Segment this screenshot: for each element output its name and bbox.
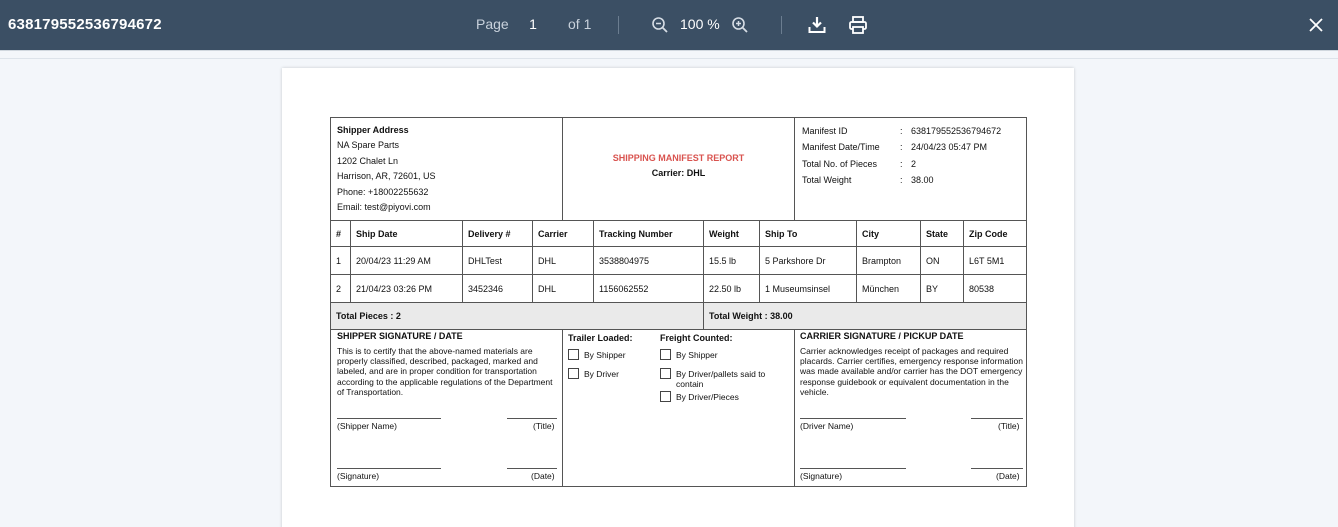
- freight-by-driver-pallets-checkbox[interactable]: [660, 368, 671, 379]
- page-label: Page: [476, 16, 509, 32]
- download-icon[interactable]: [805, 13, 829, 37]
- totals-row: [331, 303, 1026, 330]
- toolbar-divider: [781, 16, 782, 34]
- freight-by-driver-pieces-checkbox[interactable]: [660, 391, 671, 402]
- document-title: 638179552536794672: [8, 16, 162, 33]
- zoom-in-icon[interactable]: [728, 13, 752, 37]
- trailer-loaded-title: Trailer Loaded:: [568, 333, 633, 343]
- shipper-name-label: (Shipper Name): [337, 421, 397, 431]
- viewer-toolbar: [0, 0, 1338, 50]
- total-weight: Total Weight : 38.00: [709, 311, 793, 321]
- table-header-row: # Ship Date Delivery # Carrier Tracking Number Weight Ship To City State Zip Code: [331, 221, 1026, 247]
- document-viewer[interactable]: [0, 50, 1338, 527]
- carrier-name: Carrier: DHL: [651, 168, 706, 178]
- signature-section: SHIPPER SIGNATURE / DATE This is to certify that the above-named materials are properly classified, described, packaged, marked and labeled, and are in proper condition for transportation according to the applicable regulations of the Department of Transportation. (Shipper Name) (Title) (Signature) (Date) Trailer Loaded: By Shipper By Driver Freight Counted: By Shipper By Driver/pallets said to contain By Driver/Pieces CARRIER SIGNATURE / PICKUP DATE Carrier acknowledges receipt of packages and required placards. Carrier certifies, emergency response information was made available and/or carrier has the DOT emergency response guidebook or equivalent documentation in the vehicle. (Driver Name) (Title) (Signature) (Date): [331, 330, 1026, 486]
- carrier-signature-title: CARRIER SIGNATURE / PICKUP DATE: [800, 331, 964, 341]
- shipper-date-label: (Date): [531, 471, 555, 481]
- zoom-level[interactable]: 100 %: [680, 16, 720, 32]
- shipper-certification-text: This is to certify that the above-named materials are properly classified, described, packaged, marked and labeled, and are in proper condition for transportation according to the applicable regulations of the Department of Transportation.: [337, 346, 553, 397]
- manifest-header: Shipper Address NA Spare Parts 1202 Chalet Ln Harrison, AR, 72601, US Phone: +18002255632 Email: test@piyovi.com SHIPPING MANIFEST REPORT Carrier: DHL Manifest ID : 638179552536794672 Manifest Date/Time : 24/04/23 05:47 PM Total No. of Pieces : 2 Total Weight : 38.00: [331, 118, 1026, 221]
- carrier-title-label: (Title): [998, 421, 1020, 431]
- print-icon[interactable]: [846, 13, 870, 37]
- freight-by-shipper-checkbox[interactable]: [660, 349, 671, 360]
- shipper-signature-title: SHIPPER SIGNATURE / DATE: [337, 331, 463, 341]
- freight-counted-title: Freight Counted:: [660, 333, 733, 343]
- shipping-manifest: [330, 117, 1027, 487]
- table-row: 1 20/04/23 11:29 AM DHLTest DHL 3538804975 15.5 lb 5 Parkshore Dr Brampton ON L6T 5M1: [331, 247, 1026, 275]
- carrier-date-label: (Date): [996, 471, 1020, 481]
- table-row: 2 21/04/23 03:26 PM 3452346 DHL 1156062552 22.50 lb 1 Museumsinsel München BY 80538: [331, 275, 1026, 303]
- shipper-title-label: (Title): [533, 421, 555, 431]
- toolbar-divider: [618, 16, 619, 34]
- carrier-acknowledgement-text: Carrier acknowledges receipt of packages and required placards. Carrier certifies, emergency response information was made available and/or carrier has the DOT emergency response guidebook or equivalent documentation in the vehicle.: [800, 346, 1023, 397]
- page-count-label: of 1: [568, 16, 592, 32]
- trailer-by-driver-checkbox[interactable]: [568, 368, 579, 379]
- zoom-out-icon[interactable]: [648, 13, 672, 37]
- shipper-signature-label: (Signature): [337, 471, 380, 481]
- shipper-address: Shipper Address NA Spare Parts 1202 Chalet Ln Harrison, AR, 72601, US Phone: +18002255632 Email: test@piyovi.com: [337, 125, 436, 213]
- report-title: SHIPPING MANIFEST REPORT: [612, 153, 745, 163]
- total-pieces: Total Pieces : 2: [331, 303, 704, 329]
- pdf-page: [282, 68, 1074, 527]
- page-number-input[interactable]: [510, 12, 556, 36]
- close-icon[interactable]: [1304, 13, 1328, 37]
- trailer-by-shipper-checkbox[interactable]: [568, 349, 579, 360]
- carrier-signature-label: (Signature): [800, 471, 843, 481]
- driver-name-label: (Driver Name): [800, 421, 854, 431]
